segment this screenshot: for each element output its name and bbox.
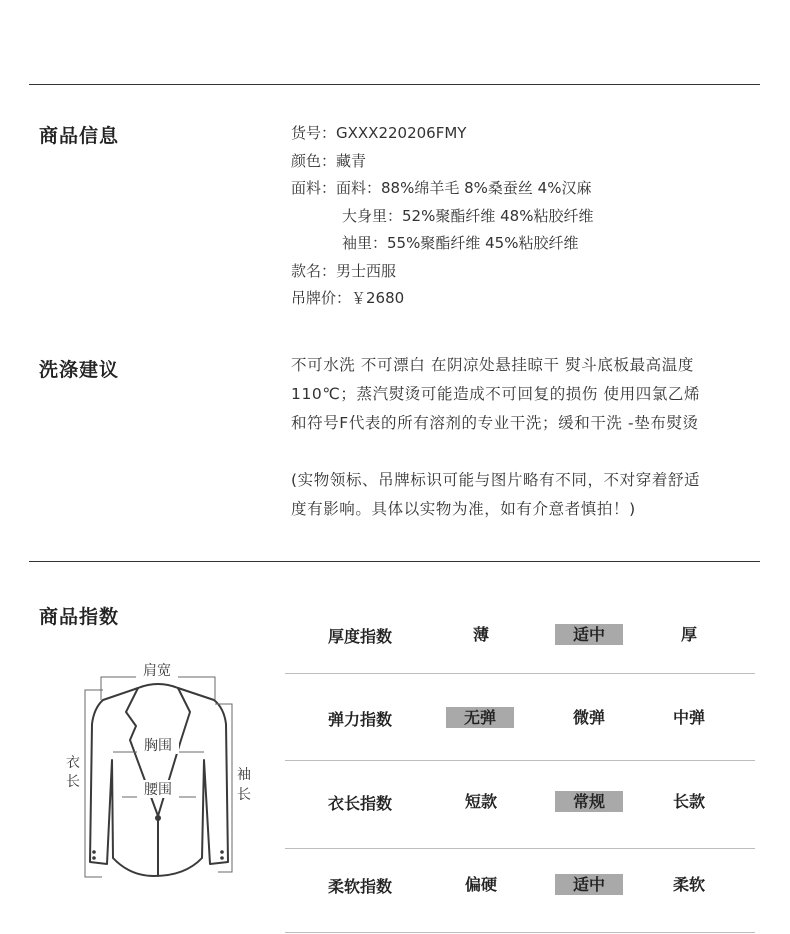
index-option: 薄 bbox=[472, 625, 489, 644]
index-row-thickness bbox=[285, 591, 755, 674]
care-note bbox=[291, 466, 761, 524]
sleeve-label-2: 长 bbox=[237, 787, 251, 803]
product-info-title: 商品信息 bbox=[39, 125, 120, 147]
index-option: 偏硬 bbox=[464, 875, 497, 894]
shoulder-guide bbox=[101, 677, 215, 700]
index-row-elasticity bbox=[285, 674, 755, 761]
cuff-button bbox=[92, 850, 96, 854]
row-divider bbox=[285, 932, 755, 933]
jacket-size-diagram bbox=[56, 652, 256, 884]
index-name: 柔软指数 bbox=[327, 877, 392, 896]
length-label-1: 衣 bbox=[66, 755, 80, 771]
care-title: 洗涤建议 bbox=[39, 359, 120, 381]
index-option: 适中 bbox=[555, 624, 623, 645]
index-option: 柔软 bbox=[672, 875, 705, 894]
note-line: (实物领标、吊牌标识可能与图片略有不同，不对穿着舒适 bbox=[291, 471, 701, 489]
note-line: 度有影响。具体以实物为准，如有介意者慎拍！) bbox=[291, 500, 636, 518]
index-option: 中弹 bbox=[672, 708, 705, 727]
button bbox=[155, 815, 161, 821]
sleeve-guide bbox=[215, 704, 232, 872]
index-option: 长款 bbox=[672, 792, 705, 811]
index-name: 弹力指数 bbox=[327, 710, 392, 729]
cuff-button bbox=[220, 856, 224, 860]
top-divider bbox=[29, 84, 760, 85]
index-option: 适中 bbox=[555, 874, 623, 895]
care-instructions bbox=[291, 351, 761, 438]
tag-price-line: 吊牌价：￥2680 bbox=[291, 289, 405, 307]
sleeve-label-1: 袖 bbox=[237, 767, 251, 783]
length-label-2: 长 bbox=[66, 774, 80, 790]
collar bbox=[138, 684, 178, 688]
index-option: 无弹 bbox=[446, 707, 514, 728]
indices-title: 商品指数 bbox=[39, 606, 120, 628]
index-name: 衣长指数 bbox=[327, 794, 392, 813]
style-line: 款名：男士西服 bbox=[291, 261, 397, 280]
index-option: 厚 bbox=[680, 625, 697, 644]
index-row-softness bbox=[285, 849, 755, 934]
waist-label: 腰围 bbox=[144, 782, 172, 798]
index-row-length bbox=[285, 761, 755, 849]
index-name: 厚度指数 bbox=[327, 627, 392, 646]
fabric-line: 面料：面料：88%绵羊毛 8%桑蚕丝 4%汉麻 bbox=[291, 179, 592, 197]
index-option: 微弹 bbox=[572, 708, 605, 727]
shoulder-label: 肩宽 bbox=[143, 663, 171, 679]
care-line: 不可水洗 不可漂白 在阴凉处悬挂晾干 熨斗底板最高温度 bbox=[291, 356, 694, 374]
sku-line: 货号：GXXX220206FMY bbox=[291, 124, 467, 142]
cuff-button bbox=[220, 850, 224, 854]
care-line: 和符号F代表的所有溶剂的专业干洗；缓和干洗 -垫布熨烫 bbox=[291, 414, 699, 432]
product-info-list bbox=[291, 120, 593, 313]
index-option: 常规 bbox=[555, 791, 623, 812]
color-line: 颜色：藏青 bbox=[291, 151, 367, 170]
index-option: 短款 bbox=[464, 792, 497, 811]
sleeve-lining-line: 袖里：55%聚酯纤维 45%粘胶纤维 bbox=[342, 234, 579, 252]
middle-divider bbox=[29, 561, 760, 562]
cuff-button bbox=[92, 856, 96, 860]
body-lining-line: 大身里：52%聚酯纤维 48%粘胶纤维 bbox=[342, 206, 594, 225]
care-line: 110℃；蒸汽熨烫可能造成不可回复的损伤 使用四氯乙烯 bbox=[291, 385, 701, 403]
chest-label: 胸围 bbox=[144, 738, 172, 754]
